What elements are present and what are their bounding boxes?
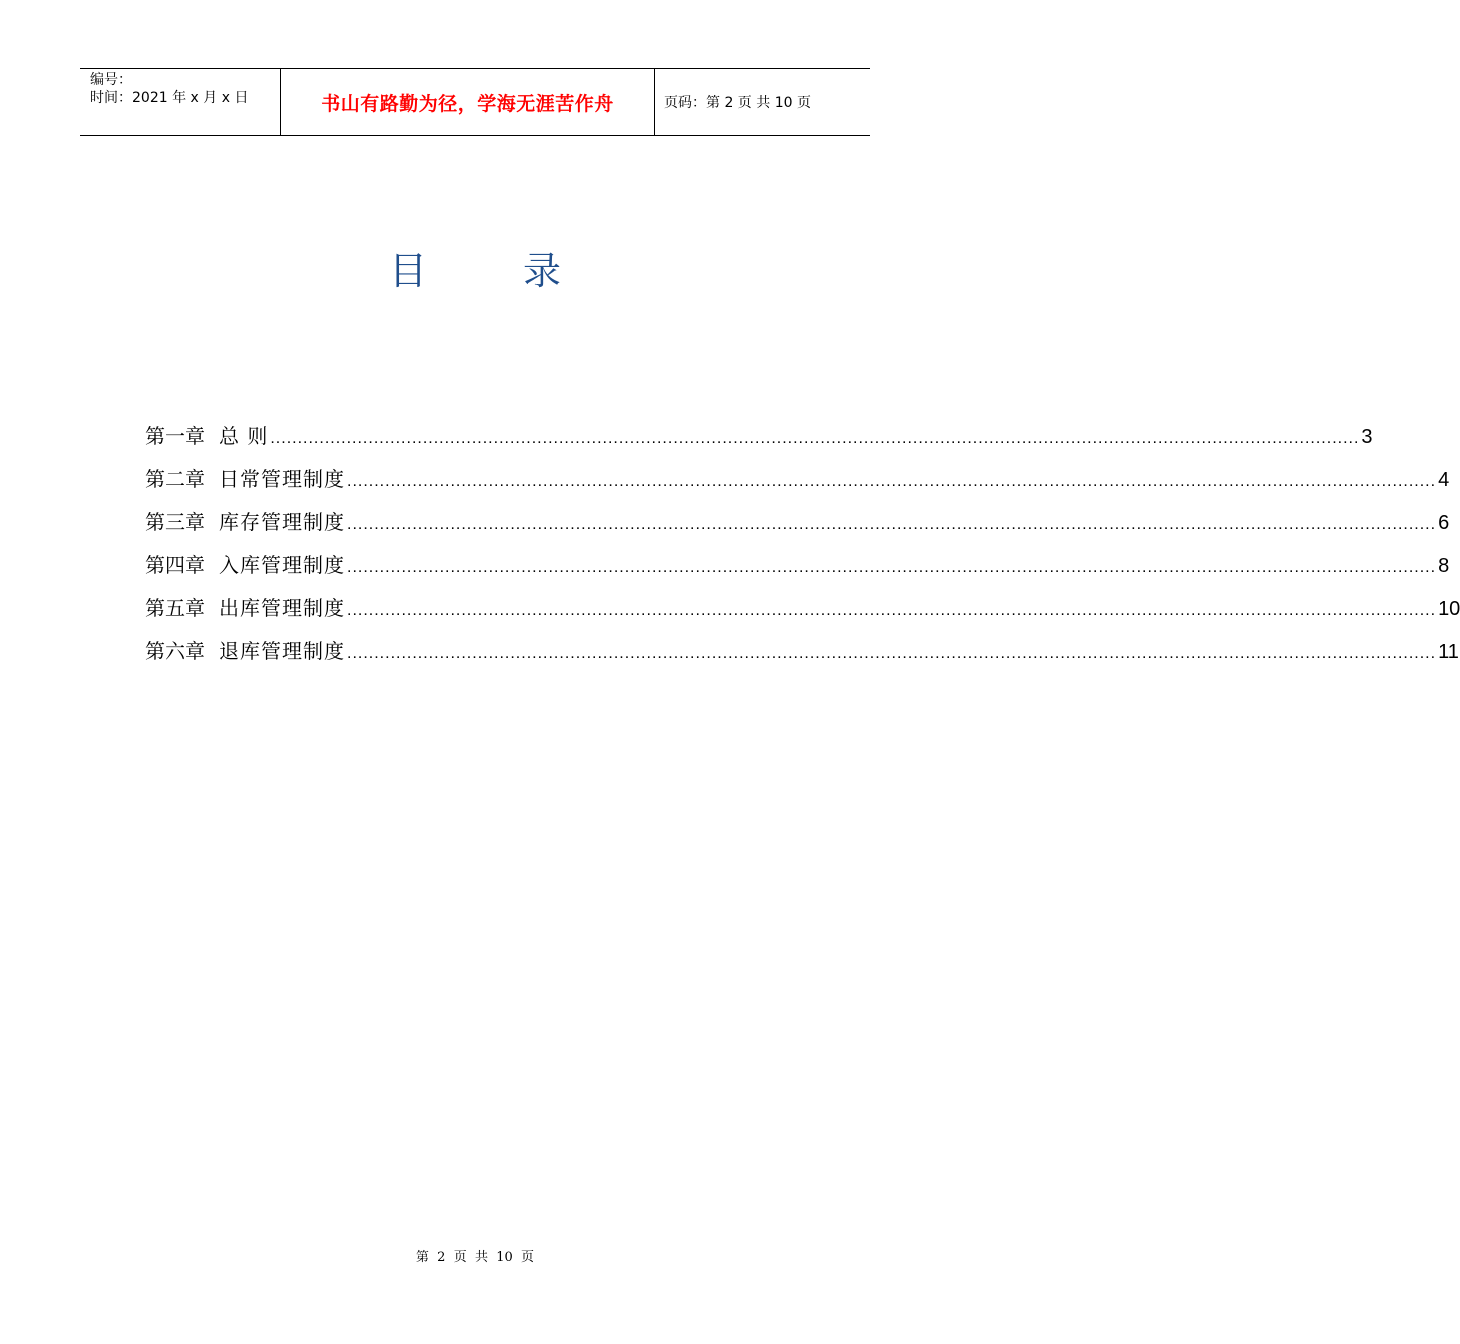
toc-entry[interactable]	[145, 549, 1450, 592]
page-header	[80, 68, 870, 136]
toc-title: 日常管理制度	[219, 467, 345, 491]
toc-title: 入库管理制度	[219, 553, 345, 577]
toc-entry[interactable]	[145, 635, 1459, 678]
toc-title: 总 则	[219, 424, 269, 448]
toc-leader-dots: ........................................................................................................................................................................................................	[347, 473, 1437, 490]
toc-entry[interactable]	[145, 506, 1450, 549]
toc-page-number: 8	[1438, 555, 1450, 577]
page-title: 目录	[388, 249, 657, 293]
toc-title: 退库管理制度	[219, 639, 345, 663]
table-of-contents	[145, 420, 1460, 678]
page-footer: 第 2 页 共 10 页	[415, 1250, 535, 1265]
toc-leader-dots: ........................................................................................................................................................................................................	[270, 430, 1360, 447]
toc-chapter: 第五章	[145, 596, 205, 620]
number-label: 编号：	[90, 72, 132, 88]
time-label: 时间：2021 年 x 月 x 日	[90, 90, 249, 106]
toc-page-number: 10	[1438, 598, 1460, 620]
toc-chapter: 第四章	[145, 553, 205, 577]
toc-page-number: 3	[1361, 426, 1373, 448]
toc-chapter: 第三章	[145, 510, 205, 534]
toc-entry[interactable]	[145, 463, 1450, 506]
header-meta	[80, 69, 281, 135]
toc-page-number: 4	[1438, 469, 1450, 491]
motto-text: 书山有路勤为径，学海无涯苦作舟	[321, 92, 614, 115]
toc-title: 库存管理制度	[219, 510, 345, 534]
header-motto-cell	[281, 69, 655, 135]
toc-chapter: 第一章	[145, 424, 205, 448]
toc-entry[interactable]	[145, 592, 1460, 635]
header-page-cell	[655, 69, 870, 135]
toc-entry[interactable]	[145, 420, 1373, 463]
toc-leader-dots: ........................................................................................................................................................................................................	[347, 516, 1437, 533]
page-info: 页码：第 2 页 共 10 页	[664, 95, 811, 111]
toc-chapter: 第二章	[145, 467, 205, 491]
toc-leader-dots: ........................................................................................................................................................................................................	[347, 602, 1437, 619]
toc-page-number: 6	[1438, 512, 1450, 534]
toc-title: 出库管理制度	[219, 596, 345, 620]
toc-leader-dots: ........................................................................................................................................................................................................	[347, 559, 1437, 576]
toc-leader-dots: ........................................................................................................................................................................................................	[347, 645, 1437, 662]
toc-page-number: 11	[1438, 641, 1459, 663]
toc-chapter: 第六章	[145, 639, 205, 663]
